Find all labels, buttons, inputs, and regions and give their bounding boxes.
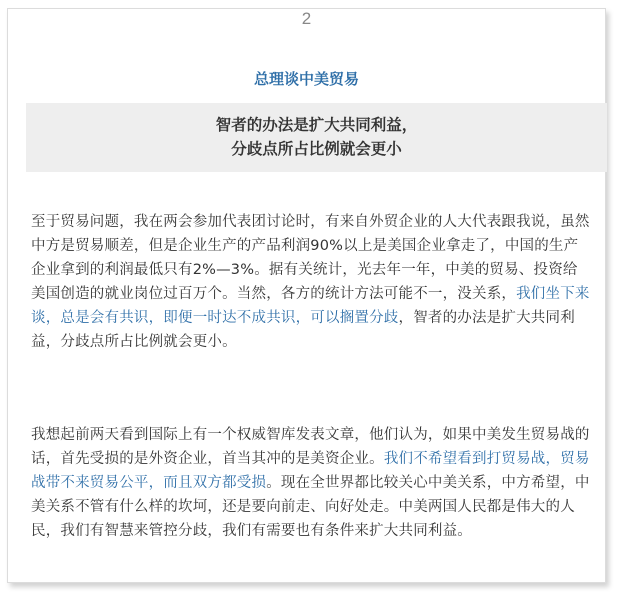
quote-line-2: 分歧点所占比例就会更小 — [231, 140, 402, 158]
paragraph-trade-text-1: 至于贸易问题，我在两会参加代表团讨论时，有来自外贸企业的人大代表跟我说，虽然中方是贸易顺差，但是企业生产的产品利润90%以上是美国企业拿走了，中国的生产企业拿到的利润最低只有2%—3%。据有关统计，光去年一年，中美的贸易、投资给美国创造的就业岗位过百万个。当然，各方的统计方法可能不一，没关系， — [31, 214, 590, 302]
page-number: 2 — [288, 9, 325, 29]
quote-line-1: 智者的办法是扩大共同利益， — [215, 116, 418, 134]
paragraph-trade-war — [31, 423, 591, 543]
paragraph-trade-war-emphasis: 我们不希望看到打贸易战，贸易战带不来贸易公平，而且双方都受损 — [31, 451, 590, 491]
section-title: 总理谈中美贸易 — [253, 70, 359, 88]
article-card — [7, 8, 606, 583]
paragraph-trade-war-text-1: 我想起前两天看到国际上有一个权威智库发表文章，他们认为，如果中美发生贸易战的话，首先受损的是外资企业，首当其冲的是美资企业。 — [31, 427, 590, 467]
paragraph-trade-text-2: ，智者的办法是扩大共同利益，分歧点所占比例就会更小。 — [31, 310, 575, 350]
quote-highlight-box — [26, 103, 607, 172]
paragraph-trade-emphasis: 我们坐下来谈，总是会有共识，即便一时达不成共识，可以搁置分歧 — [31, 286, 590, 326]
paragraph-trade — [31, 210, 591, 354]
paragraph-trade-war-text-2: 。现在全世界都比较关心中美关系，中方希望，中美关系不管有什么样的坎坷，还是要向前走、向好处走。中美两国人民都是伟大的人民，我们有智慧来管控分歧，我们有需要也有条件来扩大共同利益。 — [31, 475, 590, 539]
